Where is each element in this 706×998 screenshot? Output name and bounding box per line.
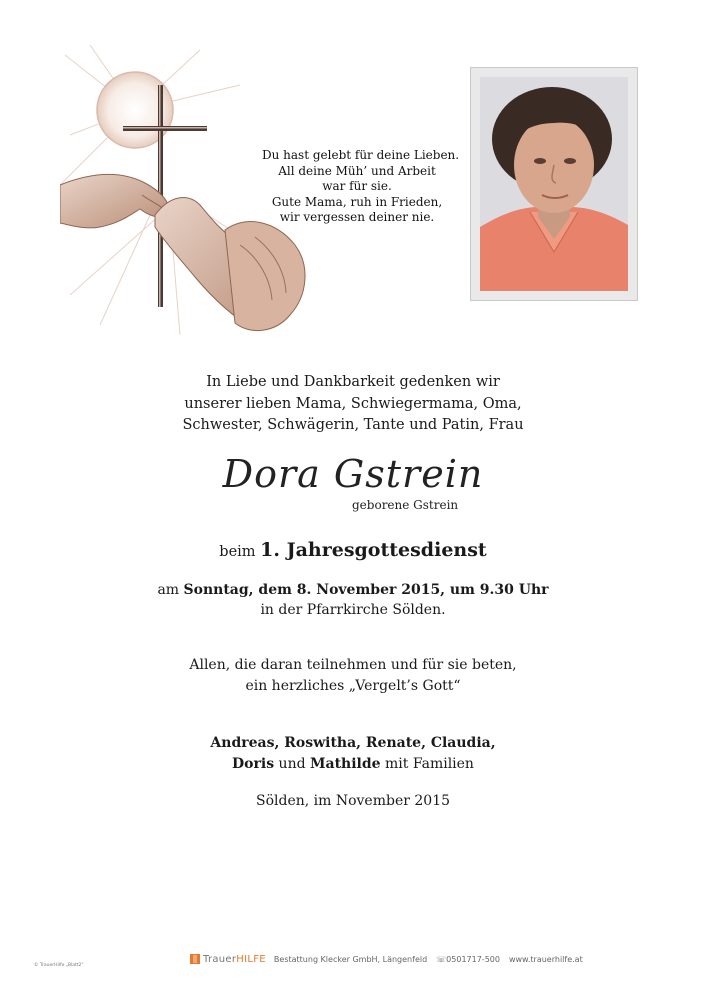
intro-line: unserer lieben Mama, Schwiegermama, Oma, [184,395,522,412]
footer-phone: ☏0501717-500 [436,954,500,964]
service-datetime-line [0,580,706,600]
poem-line: war für sie. [322,179,392,193]
portrait-frame [470,67,638,301]
thanks-line: Allen, die daran teilnehmen und für sie beten, [189,657,517,673]
service-details [0,580,706,620]
poem-line: Du hast gelebt für deine Lieben. [262,148,460,162]
footer-website[interactable]: www.trauerhilfe.at [508,954,583,964]
intro-line: In Liebe und Dankbarkeit gedenken wir [206,374,500,390]
footer-brand-trauer: Trauer [203,953,237,965]
family-name-doris: Doris [232,756,275,772]
family-names-line1: Andreas, Roswitha, Renate, Claudia, [210,735,496,751]
thanks-text [0,655,706,697]
service-am: am [157,582,180,598]
intro-text [0,372,706,437]
family-name-mathilde: Mathilde [310,756,381,772]
footer-bar [190,951,592,967]
poem-line: All deine Müh’ und Arbeit [278,163,436,178]
service-datetime: Sonntag, dem 8. November 2015, um 9.30 Uhr [183,582,549,598]
memorial-poem [262,148,460,226]
service-announcement [0,538,706,564]
footer-copyright: © TrauerHilfe „Blatt2“ [34,963,84,968]
family-suffix: mit Familien [385,756,474,772]
family-signature [0,733,706,775]
family-names-line2 [0,754,706,775]
poem-line: Gute Mama, ruh in Frieden, [271,194,443,209]
service-title: 1. Jahresgottesdienst [260,539,487,561]
portrait-image [480,77,628,291]
place-date: Sölden, im November 2015 [255,793,451,809]
family-und: und [278,756,306,772]
deceased-name: Dora Gstrein [222,452,484,496]
thanks-line: ein herzliches „Vergelt’s Gott“ [245,678,461,694]
service-location: in der Pfarrkirche Sölden. [260,602,446,618]
portrait-photo [480,77,628,291]
footer-brand-hilfe: HILFE [236,953,266,965]
trauerhilfe-logo-icon [190,954,200,964]
maiden-name: geborene Gstrein [352,498,459,512]
service-prefix: beim [219,544,256,560]
intro-line: Schwester, Schwägerin, Tante und Patin, Frau [182,417,524,433]
poem-line: wir vergessen deiner nie. [279,210,435,224]
footer-company: Bestattung Klecker GmbH, Längenfeld [273,954,428,964]
